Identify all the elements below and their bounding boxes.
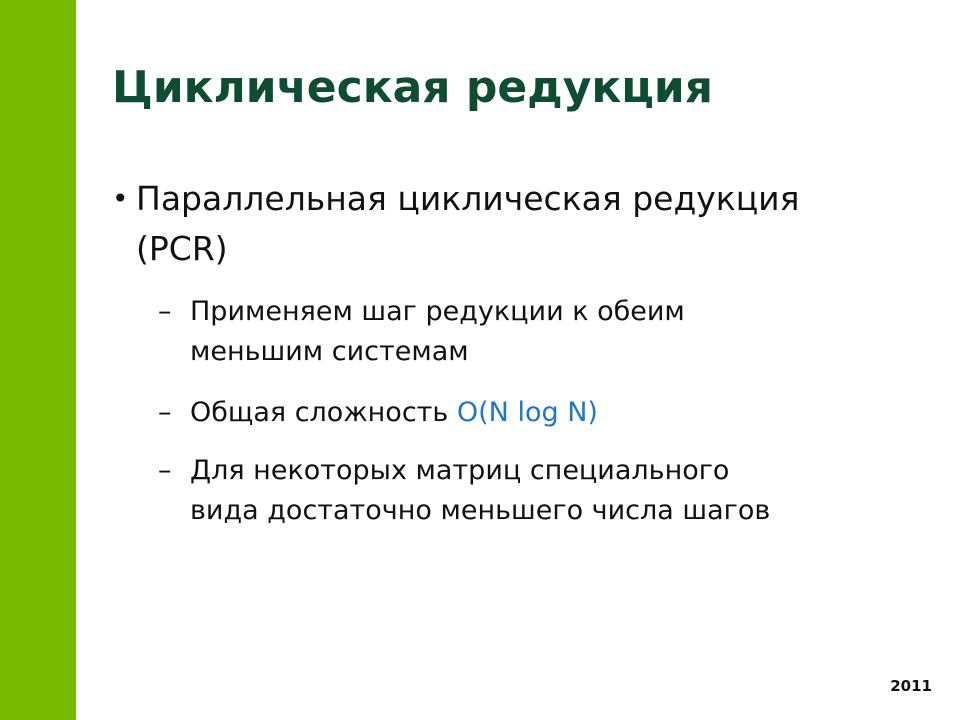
sub-bullet-item xyxy=(158,292,908,372)
sub-bullet-text xyxy=(190,393,908,433)
sub-bullet-item xyxy=(158,451,908,531)
bullet-dot: • xyxy=(112,182,129,215)
bullet-text xyxy=(136,174,902,274)
complexity-value: O(N log N) xyxy=(456,397,598,428)
bullet-item xyxy=(112,174,902,274)
complexity-label: Общая сложность xyxy=(190,397,457,428)
sub-bullet-dash: – xyxy=(158,455,172,486)
sub-bullet-dash: – xyxy=(158,296,172,327)
bullet-text-line2: (PCR) xyxy=(136,229,228,268)
footer-year: 2011 xyxy=(890,677,932,695)
slide-title: Циклическая редукция xyxy=(112,62,713,113)
sub-bullet-dash: – xyxy=(158,397,172,428)
sub-bullet-text-line2: меньшим системам xyxy=(190,336,469,367)
sub-bullet-text-line1: Для некоторых матриц специального xyxy=(190,455,730,486)
bullet-text-line1: Параллельная циклическая редукция xyxy=(136,179,800,218)
sub-bullet-text xyxy=(190,292,908,372)
green-side-bar xyxy=(0,0,76,720)
sub-bullet-text-line1: Применяем шаг редукции к обеим xyxy=(190,296,685,327)
sub-bullet-item xyxy=(158,393,908,433)
sub-bullet-text xyxy=(190,451,908,531)
sub-bullet-text-line2: вида достаточно меньшего числа шагов xyxy=(190,495,771,526)
